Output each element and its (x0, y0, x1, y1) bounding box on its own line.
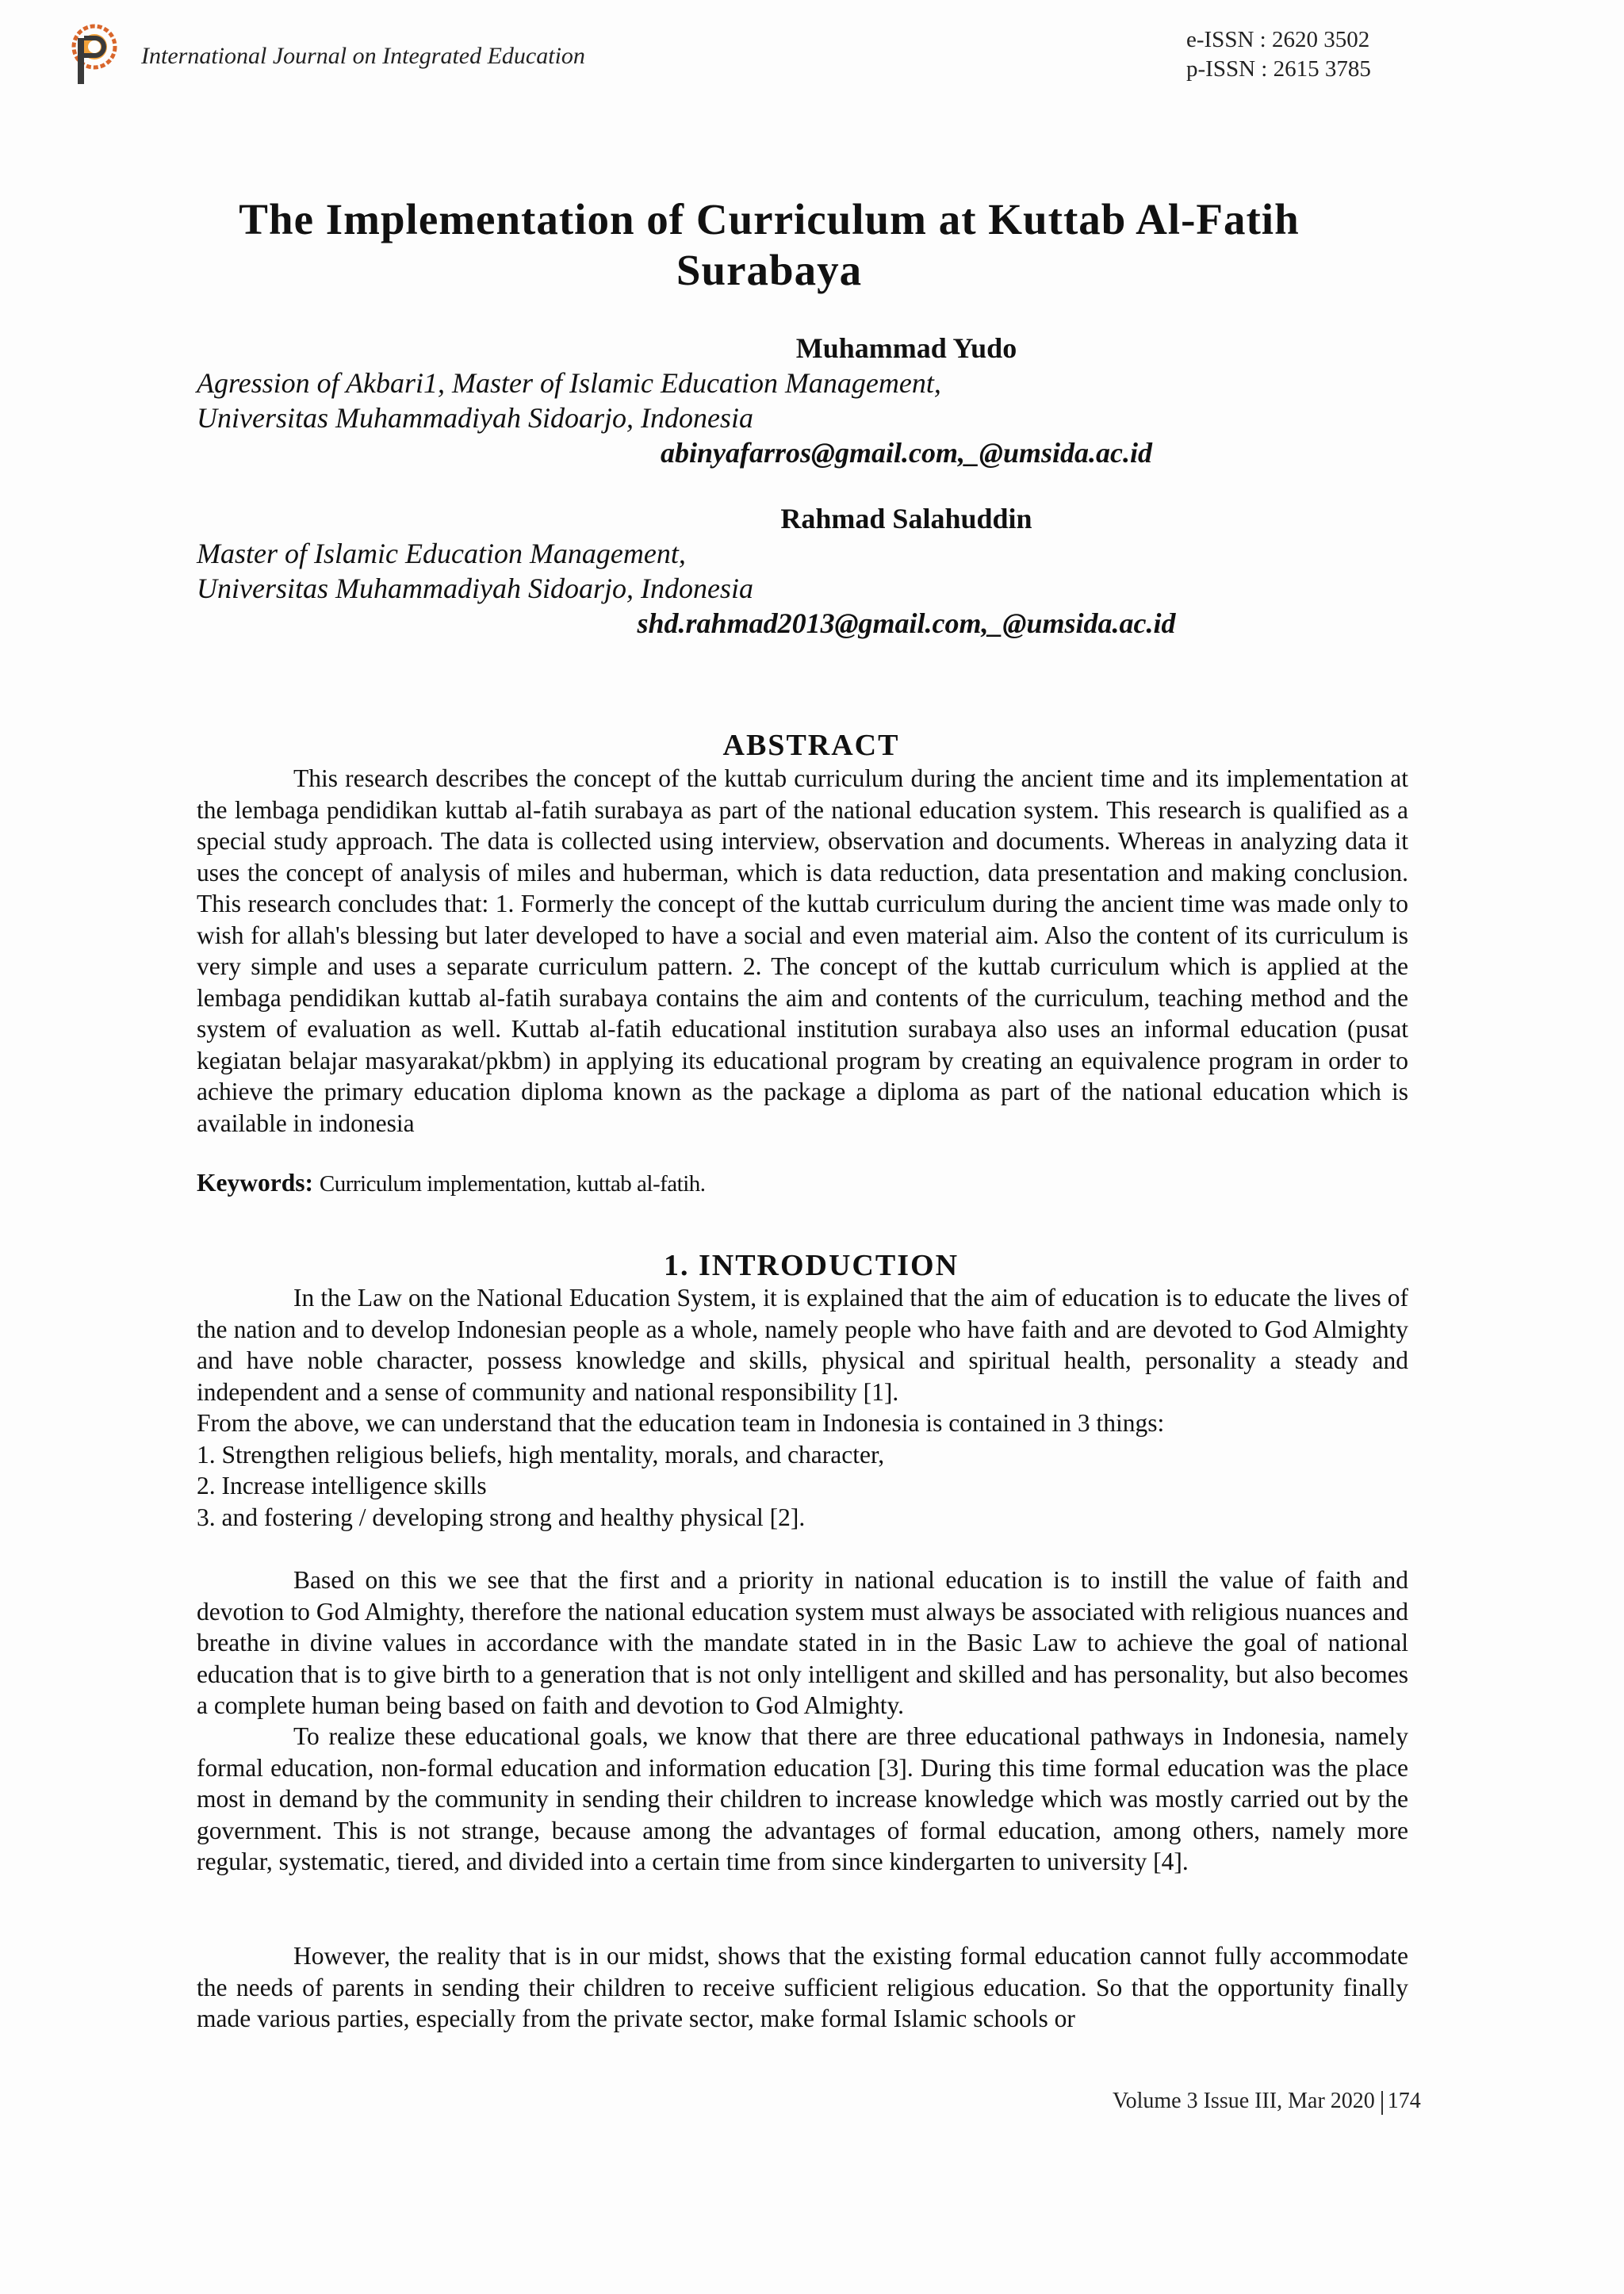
list-item: 2. Increase intelligence skills (197, 1472, 487, 1499)
intro-paragraph-2: From the above, we can understand that the education team in Indonesia is contained in 3 things: (197, 1409, 1165, 1437)
intro-paragraph-4: To realize these educational goals, we know that there are three educational pathways in Indonesia, namely formal education, non-formal education and information education [3]. During this time formal education was the place most in demand by the community in sending their children to increase knowledge which was mostly carried out by the government. This is not strange, because among the advantages of formal education, among others, namely more regular, systematic, tiered, and divided into a certain time from since kindergarten to university [4]. (197, 1722, 1408, 1875)
introduction-heading: 1. INTRODUCTION (663, 1249, 959, 1282)
abstract-heading: ABSTRACT (722, 729, 900, 762)
title-line-1: The Implementation of Curriculum at Kuttab Al-Fatih (239, 195, 1300, 243)
author-affiliation: Agression of Akbari1, Master of Islamic Education Management, (197, 367, 941, 399)
eissn: e-ISSN : 2620 3502 (1186, 27, 1370, 52)
author-1-block (197, 331, 1426, 470)
volume-info: Volume 3 Issue III, Mar 2020 (1113, 2089, 1375, 2113)
list-item: 3. and fostering / developing strong and healthy physical [2]. (197, 1503, 806, 1531)
page-number: 174 (1387, 2089, 1421, 2113)
author-name: Muhammad Yudo (795, 332, 1017, 364)
intro-paragraph-1: In the Law on the National Education System, it is explained that the aim of education is to educate the lives of the nation and to develop Indonesian people as a whole, namely people who have faith and are devoted to God Almighty and have noble character, possess knowledge and skills, physical and spiritual health, personality a steady and independent and a sense of community and national responsibility [1]. (197, 1284, 1408, 1406)
keywords-text: Curriculum implementation, kuttab al-fatih. (319, 1171, 706, 1197)
abstract-text: This research describes the concept of the kuttab curriculum during the ancient time and its implementation at the lembaga pendidikan kuttab al-fatih surabaya as part of the national education system. This research is qualified as a special study approach. The data is collected using interview, observation and documents. Whereas in analyzing data it uses the concept of analysis of miles and huberman, which is data reduction, data presentation and making conclusion. This research concludes that: 1. Formerly the concept of the kuttab curriculum during the ancient time was made only to wish for allah's blessing but later developed to have a social and even material aim. Also the content of its curriculum is very simple and uses a separate curriculum pattern. 2. The concept of the kuttab curriculum which is applied at the lembaga pendidikan kuttab al-fatih surabaya contains the aim and contents of the curriculum, teaching method and the system of evaluation as well. Kuttab al-fatih educational institution surabaya also uses an informal education (pusat kegiatan belajar masyarakat/pkbm) in applying its educational program by creating an equivalence program in order to achieve the primary education diploma known as the package a diploma as part of the national education which is available in indonesia (197, 764, 1408, 1137)
author-affiliation: Universitas Muhammadiyah Sidoarjo, Indonesia (197, 402, 753, 434)
paper-title (143, 194, 1396, 296)
journal-name: International Journal on Integrated Education (141, 43, 585, 69)
author-affiliation: Master of Islamic Education Management, (197, 538, 686, 569)
journal-logo-icon (67, 21, 122, 86)
page-footer (1113, 2089, 1421, 2115)
pissn: p-ISSN : 2615 3785 (1186, 56, 1371, 82)
footer-divider (1381, 2091, 1383, 2115)
author-2-block (197, 501, 1426, 641)
list-item: 1. Strengthen religious beliefs, high mentality, morals, and character, (197, 1441, 885, 1469)
keywords-line (197, 1167, 1408, 1201)
issn-block (1186, 25, 1371, 84)
author-email[interactable]: abinyafarros@gmail.com,_@umsida.ac.id (661, 437, 1152, 469)
keywords-label: Keywords: (197, 1169, 313, 1197)
intro-paragraph-3: Based on this we see that the first and a priority in national education is to instill the value of faith and devotion to God Almighty, therefore the national education system must always be associated with religious nuances and breathe in divine values in accordance with the mandate stated in in the Basic Law to achieve the goal of national education that is to give birth to a generation that is not only intelligent and skilled and has personality, but also becomes a complete human being based on faith and devotion to God Almighty. (197, 1566, 1408, 1719)
title-line-2: Surabaya (676, 246, 863, 294)
intro-paragraph-5: However, the reality that is in our midst, shows that the existing formal education cannot fully accommodate the needs of parents in sending their children to receive sufficient religious education. So that the opportunity finally made various parties, especially from the private sector, make formal Islamic schools or (197, 1942, 1408, 2032)
author-email[interactable]: shd.rahmad2013@gmail.com,_@umsida.ac.id (637, 607, 1176, 639)
author-affiliation: Universitas Muhammadiyah Sidoarjo, Indonesia (197, 573, 753, 604)
author-name: Rahmad Salahuddin (780, 503, 1032, 534)
